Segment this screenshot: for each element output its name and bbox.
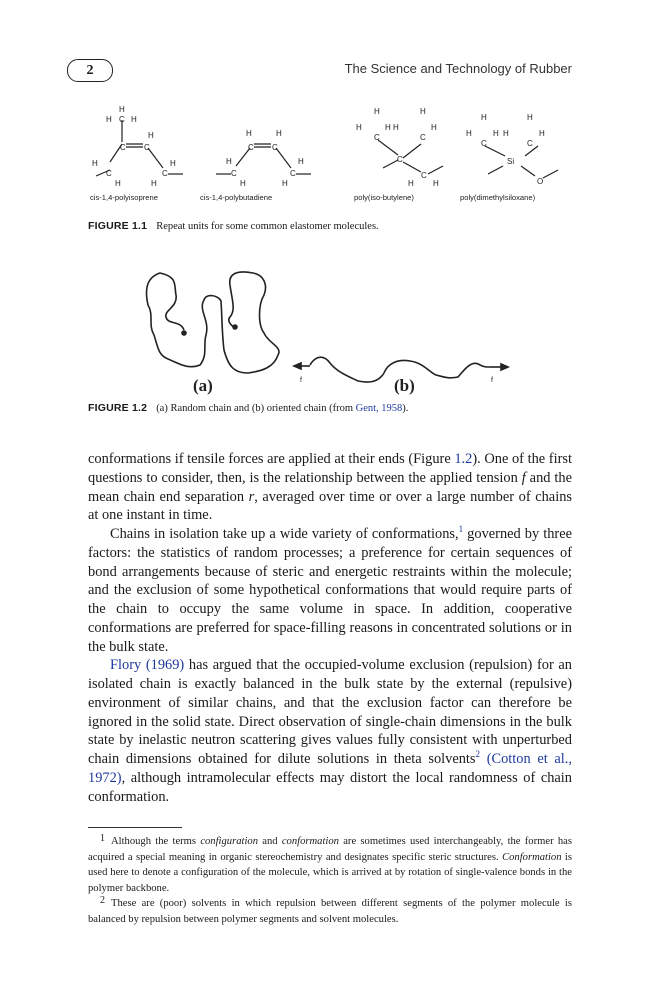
polyisoprene-structure	[92, 105, 183, 188]
force-label: f	[300, 377, 302, 384]
random-chain-a	[147, 272, 280, 373]
svg-text:C: C	[527, 139, 533, 148]
svg-text:H: H	[119, 105, 125, 114]
page-number: 2	[67, 59, 113, 82]
polysiloxane-structure	[466, 113, 558, 186]
svg-text:C: C	[119, 115, 125, 124]
svg-text:C: C	[374, 133, 380, 142]
svg-text:C: C	[106, 169, 112, 178]
svg-text:H: H	[431, 123, 437, 132]
svg-text:C: C	[481, 139, 487, 148]
svg-text:H: H	[374, 107, 380, 116]
svg-text:H: H	[276, 129, 282, 138]
citation-link-flory-1969[interactable]: Flory (1969)	[110, 657, 185, 674]
svg-text:H: H	[131, 115, 137, 124]
svg-text:H: H	[282, 179, 288, 188]
svg-text:H: H	[115, 179, 121, 188]
svg-text:H: H	[539, 129, 545, 138]
panel-b-label: (b)	[394, 376, 415, 395]
running-title: The Science and Technology of Rubber	[344, 61, 572, 76]
svg-text:C: C	[290, 169, 296, 178]
svg-text:H: H	[240, 179, 246, 188]
svg-text:C: C	[231, 169, 237, 178]
paragraph: conformations if tensile forces are applied at their ends (Figure 1.2). One of the first questions to consider, then, is the relationship between the applied tension f and the mean chain end separation r, averaged over time or over a large number of chains at one instant in time.	[88, 451, 572, 524]
svg-text:H: H	[408, 179, 414, 188]
svg-text:H: H	[527, 113, 533, 122]
svg-text:H: H	[493, 129, 499, 138]
svg-text:H: H	[170, 159, 176, 168]
svg-text:H: H	[385, 123, 391, 132]
svg-text:H: H	[226, 157, 232, 166]
footnote-ref[interactable]: 1	[458, 524, 464, 535]
citation-link-gent-1958[interactable]: Gent, 1958	[355, 403, 403, 414]
footnote-divider	[88, 827, 182, 828]
svg-text:H: H	[466, 129, 472, 138]
footnote-2: 2 These are (poor) solvents in which repulsion between different segments of the polymer molecule is balanced by repulsion between polymer segments and solvent molecules.	[88, 895, 572, 925]
svg-text:C: C	[421, 171, 427, 180]
molecule-label: poly(dimethylsiloxane)	[460, 193, 536, 202]
svg-text:C: C	[397, 155, 403, 164]
panel-a-label: (a)	[193, 376, 213, 395]
svg-text:Si: Si	[507, 157, 515, 166]
svg-text:C: C	[248, 143, 254, 152]
footnote-ref[interactable]: 2	[475, 749, 481, 760]
polybutadiene-structure	[216, 129, 311, 188]
svg-text:O: O	[537, 177, 544, 186]
svg-text:H: H	[503, 129, 509, 138]
force-label: f	[491, 377, 493, 384]
molecule-label: poly(iso-butylene)	[354, 193, 414, 202]
svg-text:H: H	[298, 157, 304, 166]
molecule-label: cis-1,4-polybutadiene	[200, 193, 273, 202]
citation-link-cotton-1972[interactable]: (Cotton et al., 1972)	[88, 751, 573, 786]
svg-text:H: H	[393, 123, 399, 132]
body-text	[88, 450, 572, 806]
footnote-1: 1 Although the terms configuration and conformation are sometimes used interchangeably, the former has acquired a special meaning in organic stereochemistry and designates specific steric structures. Conformation is used here to denote a configuration of the molecule, which is arrived at by rotation of single-valence bonds in the polymer backbone.	[88, 833, 572, 894]
svg-text:H: H	[151, 179, 157, 188]
svg-text:C: C	[272, 143, 278, 152]
paragraph: Flory (1969) has argued that the occupied-volume exclusion (repulsion) for an isolated chain is exactly balanced in the bulk state by the external (repulsive) environment of similar chains, and that the exclusion factor can therefore be ignored in the solid state. Direct observation of single-chain dimensions in the bulk state by inelastic neutron scattering gives values fully consistent with unperturbed chain dimensions obtained for dilute solutions in theta solvents$^2$ (Cotton et al., 1972), although intramolecular effects may distort the local randomness of chain conformation.	[88, 657, 573, 805]
svg-text:H: H	[246, 129, 252, 138]
polyisobutylene-structure	[356, 107, 443, 188]
figure-1-2-chains	[88, 255, 578, 395]
footnotes	[88, 834, 572, 927]
svg-text:C: C	[420, 133, 426, 142]
svg-text:C: C	[162, 169, 168, 178]
figure-1-1-caption: FIGURE 1.1 Repeat units for some common elastomer molecules.	[88, 220, 379, 232]
svg-text:H: H	[148, 131, 154, 140]
svg-text:H: H	[106, 115, 112, 124]
svg-text:C: C	[120, 143, 126, 152]
svg-text:C: C	[144, 143, 150, 152]
molecule-label: cis-1,4-polyisoprene	[90, 193, 158, 202]
figure-ref-link[interactable]: 1.2	[454, 451, 473, 467]
figure-1-2-caption: FIGURE 1.2 (a) Random chain and (b) oriented chain (from Gent, 1958).	[88, 402, 409, 414]
svg-text:H: H	[481, 113, 487, 122]
svg-text:H: H	[433, 179, 439, 188]
paragraph: Chains in isolation take up a wide variety of conformations,$^1$ governed by three factors: the statistics of random processes; a preference for certain sequences of bond arrangements because of steric and energetic restraints within the molecule; and the exclusion of some hypothetical conformations that would require parts of the chain to occupy the same volume in space. In addition, cooperative conformations are preferred for space-filling reasons in concentrated solutions or in the bulk state.	[88, 524, 572, 655]
svg-text:H: H	[356, 123, 362, 132]
svg-text:H: H	[420, 107, 426, 116]
svg-text:H: H	[92, 159, 98, 168]
figure-1-1-structures	[88, 100, 578, 210]
